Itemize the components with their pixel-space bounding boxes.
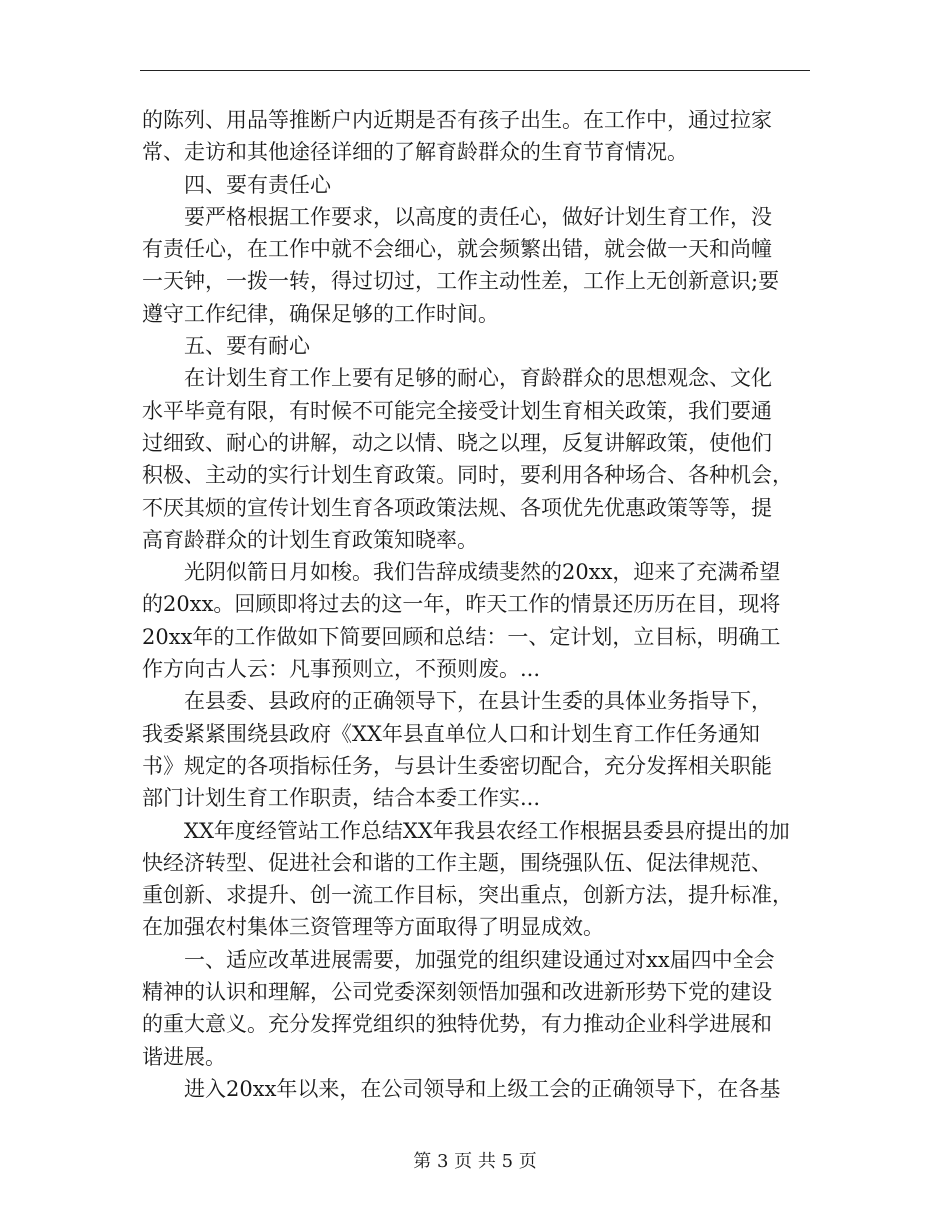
text-line: 精神的认识和理解，公司党委深刻领悟加强和改进新形势下党的建设 (142, 980, 772, 1005)
text-line: 重创新、求提升、创一流工作目标，突出重点，创新方法，提升标准， (142, 883, 793, 908)
text-line: 的重大意义。充分发挥党组织的独特优势，有力推动企业科学进展和 (142, 1012, 772, 1037)
text-line: XX年度经管站工作总结XX年我县农经工作根据县委县府提出的加 (184, 818, 790, 843)
text-line: 不厌其烦的宣传计划生育各项政策法规、各项优先优惠政策等等，提 (142, 495, 772, 520)
text-line: 光阴似箭日月如梭。我们告辞成绩斐然的20xx，迎来了充满希望 (184, 560, 781, 585)
text-line: 作方向古人云：凡事预则立，不预则废。... (142, 657, 541, 682)
text-line: 在计划生育工作上要有足够的耐心，育龄群众的思想观念、文化 (184, 366, 772, 391)
text-line: 快经济转型、促进社会和谐的工作主题，围绕强队伍、促法律规范、 (142, 850, 772, 875)
text-line: 一、适应改革进展需要，加强党的组织建设通过对xx届四中全会 (184, 947, 775, 972)
text-line: 要严格根据工作要求，以高度的责任心，做好计划生育工作，没 (184, 204, 772, 229)
text-line: 部门计划生育工作职责，结合本委工作实... (142, 786, 541, 811)
text-line: 过细致、耐心的讲解，动之以情、晓之以理，反复讲解政策，使他们 (142, 430, 772, 455)
text-line: 谐进展。 (142, 1044, 226, 1069)
text-line: 高育龄群众的计划生育政策知晓率。 (142, 527, 478, 552)
page-footer: 第 3 页 共 5 页 (413, 1151, 537, 1172)
text-line: 在县委、县政府的正确领导下，在县计生委的具体业务指导下， (184, 689, 772, 714)
text-line: 常、走访和其他途径详细的了解育龄群众的生育节育情况。 (142, 140, 688, 165)
text-line: 进入20xx年以来，在公司领导和上级工会的正确领导下，在各基 (184, 1076, 781, 1101)
text-line: 遵守工作纪律，确保足够的工作时间。 (142, 301, 499, 326)
text-line: 我委紧紧围绕县政府《XX年县直单位人口和计划生育工作任务通知 (142, 721, 760, 746)
header-rule (140, 70, 810, 71)
text-line: 20xx年的工作做如下简要回顾和总结：一、定计划，立目标，明确工 (142, 624, 781, 649)
text-line: 有责任心，在工作中就不会细心，就会频繁出错，就会做一天和尚幢 (142, 237, 772, 262)
text-line: 积极、主动的实行计划生育政策。同时，要利用各种场合、各种机会， (142, 463, 793, 488)
text-line: 的陈列、用品等推断户内近期是否有孩子出生。在工作中，通过拉家 (142, 108, 772, 132)
document-body (142, 104, 810, 1105)
text-line: 一天钟，一拨一转，得过切过，工作主动性差，工作上无创新意识;要 (142, 269, 780, 294)
text-line: 水平毕竟有限，有时候不可能完全接受计划生育相关政策，我们要通 (142, 398, 772, 423)
text-line: 书》规定的各项指标任务，与县计生委密切配合，充分发挥相关职能 (142, 753, 772, 778)
text-line: 的20xx。回顾即将过去的这一年，昨天工作的情景还历历在目，现将 (142, 592, 781, 617)
text-line: 在加强农村集体三资管理等方面取得了明显成效。 (142, 915, 604, 940)
text-line: 四、要有责任心 (184, 172, 331, 197)
text-line: 五、要有耐心 (184, 334, 310, 359)
